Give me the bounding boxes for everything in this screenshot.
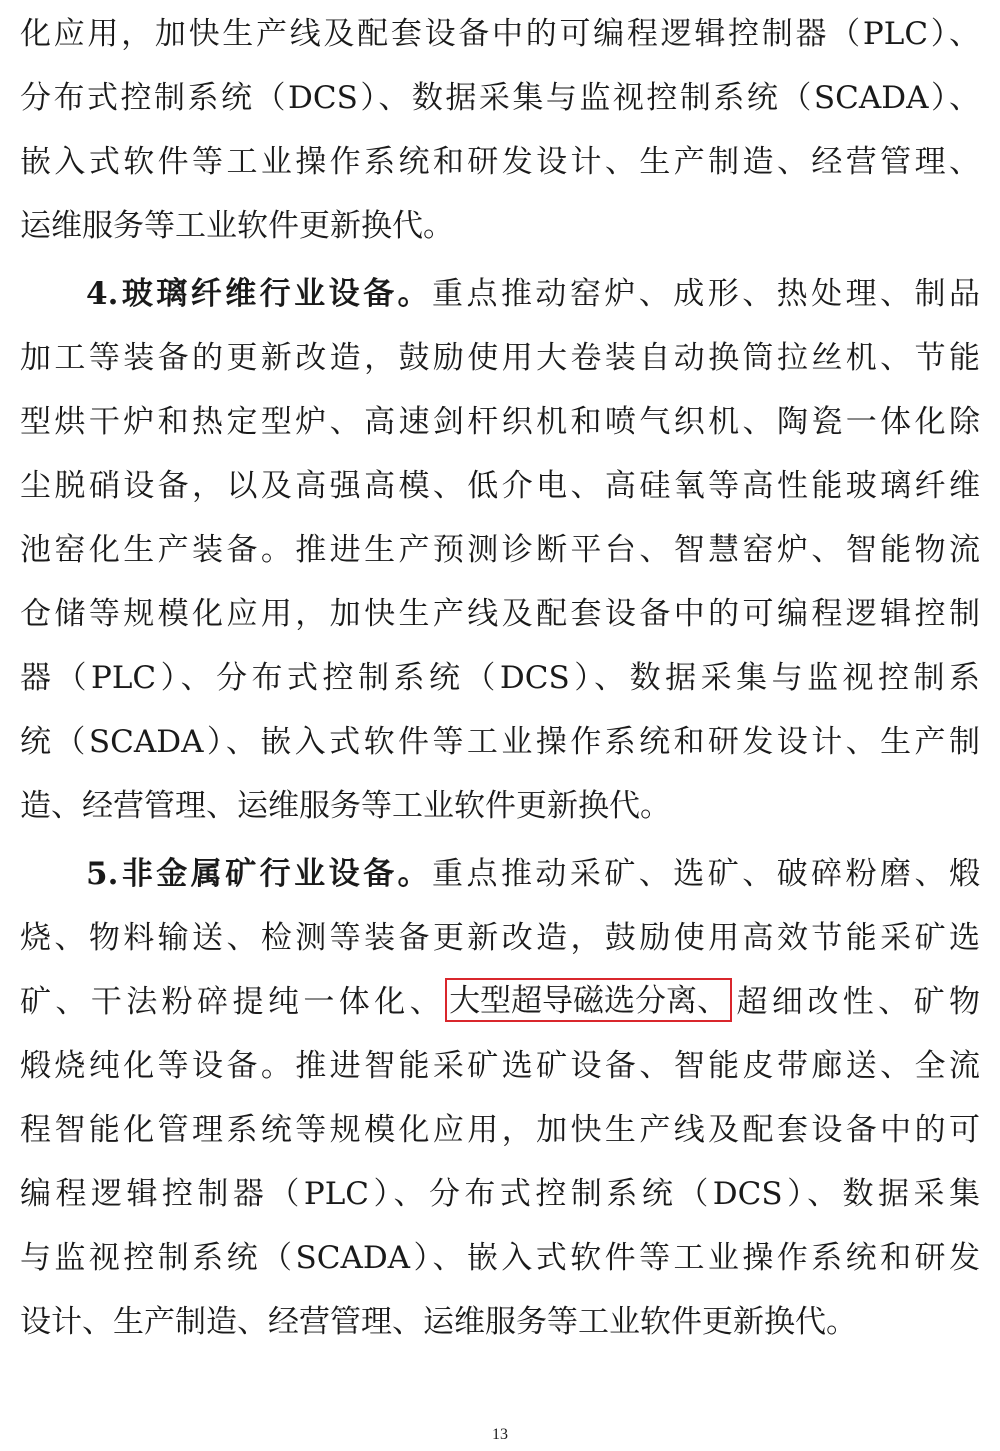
text-line: 分布式控制系统（DCS）、数据采集与监视控制系统（SCADA）、 bbox=[20, 80, 980, 116]
page-number: 13 bbox=[492, 1426, 508, 1443]
section-4-first-line bbox=[86, 262, 980, 326]
highlighted-phrase-box: 大型超导磁选分离、 bbox=[445, 978, 732, 1022]
text-line: 造、经营管理、运维服务等工业软件更新换代。 bbox=[20, 788, 671, 824]
text-line: 与监视控制系统（SCADA）、嵌入式软件等工业操作系统和研发 bbox=[20, 1240, 980, 1276]
text-line: 烧、物料输送、检测等装备更新改造，鼓励使用高效节能采矿选 bbox=[20, 920, 980, 956]
text-line: 型烘干炉和热定型炉、高速剑杆织机和喷气织机、陶瓷一体化除 bbox=[20, 404, 980, 440]
text-line: 设计、生产制造、经营管理、运维服务等工业软件更新换代。 bbox=[20, 1304, 857, 1340]
section-5-first-line-text: 重点推动采矿、选矿、破碎粉磨、煅 bbox=[432, 856, 980, 892]
text-line: 程智能化管理系统等规模化应用，加快生产线及配套设备中的可 bbox=[20, 1112, 980, 1148]
text-line: 嵌入式软件等工业操作系统和研发设计、生产制造、经营管理、 bbox=[20, 144, 980, 180]
text-line: 尘脱硝设备，以及高强高模、低介电、高硅氧等高性能玻璃纤维 bbox=[20, 468, 980, 504]
text-line: 化应用，加快生产线及配套设备中的可编程逻辑控制器（PLC）、 bbox=[20, 16, 980, 52]
section-5-heading: 5.非金属矿行业设备。 bbox=[86, 856, 433, 892]
text-line: 运维服务等工业软件更新换代。 bbox=[20, 208, 454, 244]
text-segment: 矿、干法粉碎提纯一体化、 bbox=[20, 984, 446, 1020]
section-5-first-line bbox=[86, 842, 980, 906]
section-5-highlight-line bbox=[20, 970, 980, 1034]
text-segment: 超细改性、矿物 bbox=[732, 984, 980, 1020]
text-line: 仓储等规模化应用，加快生产线及配套设备中的可编程逻辑控制 bbox=[20, 596, 980, 632]
text-line: 池窑化生产装备。推进生产预测诊断平台、智慧窑炉、智能物流 bbox=[20, 532, 980, 568]
text-line: 统（SCADA）、嵌入式软件等工业操作系统和研发设计、生产制 bbox=[20, 724, 980, 760]
section-4-first-line-text: 重点推动窑炉、成形、热处理、制品 bbox=[432, 276, 980, 312]
section-4-heading: 4.玻璃纤维行业设备。 bbox=[86, 276, 433, 312]
text-line: 煅烧纯化等设备。推进智能采矿选矿设备、智能皮带廊送、全流 bbox=[20, 1048, 980, 1084]
text-line: 器（PLC）、分布式控制系统（DCS）、数据采集与监视控制系 bbox=[20, 660, 980, 696]
text-line: 编程逻辑控制器（PLC）、分布式控制系统（DCS）、数据采集 bbox=[20, 1176, 980, 1212]
text-line: 加工等装备的更新改造，鼓励使用大卷装自动换筒拉丝机、节能 bbox=[20, 340, 980, 376]
